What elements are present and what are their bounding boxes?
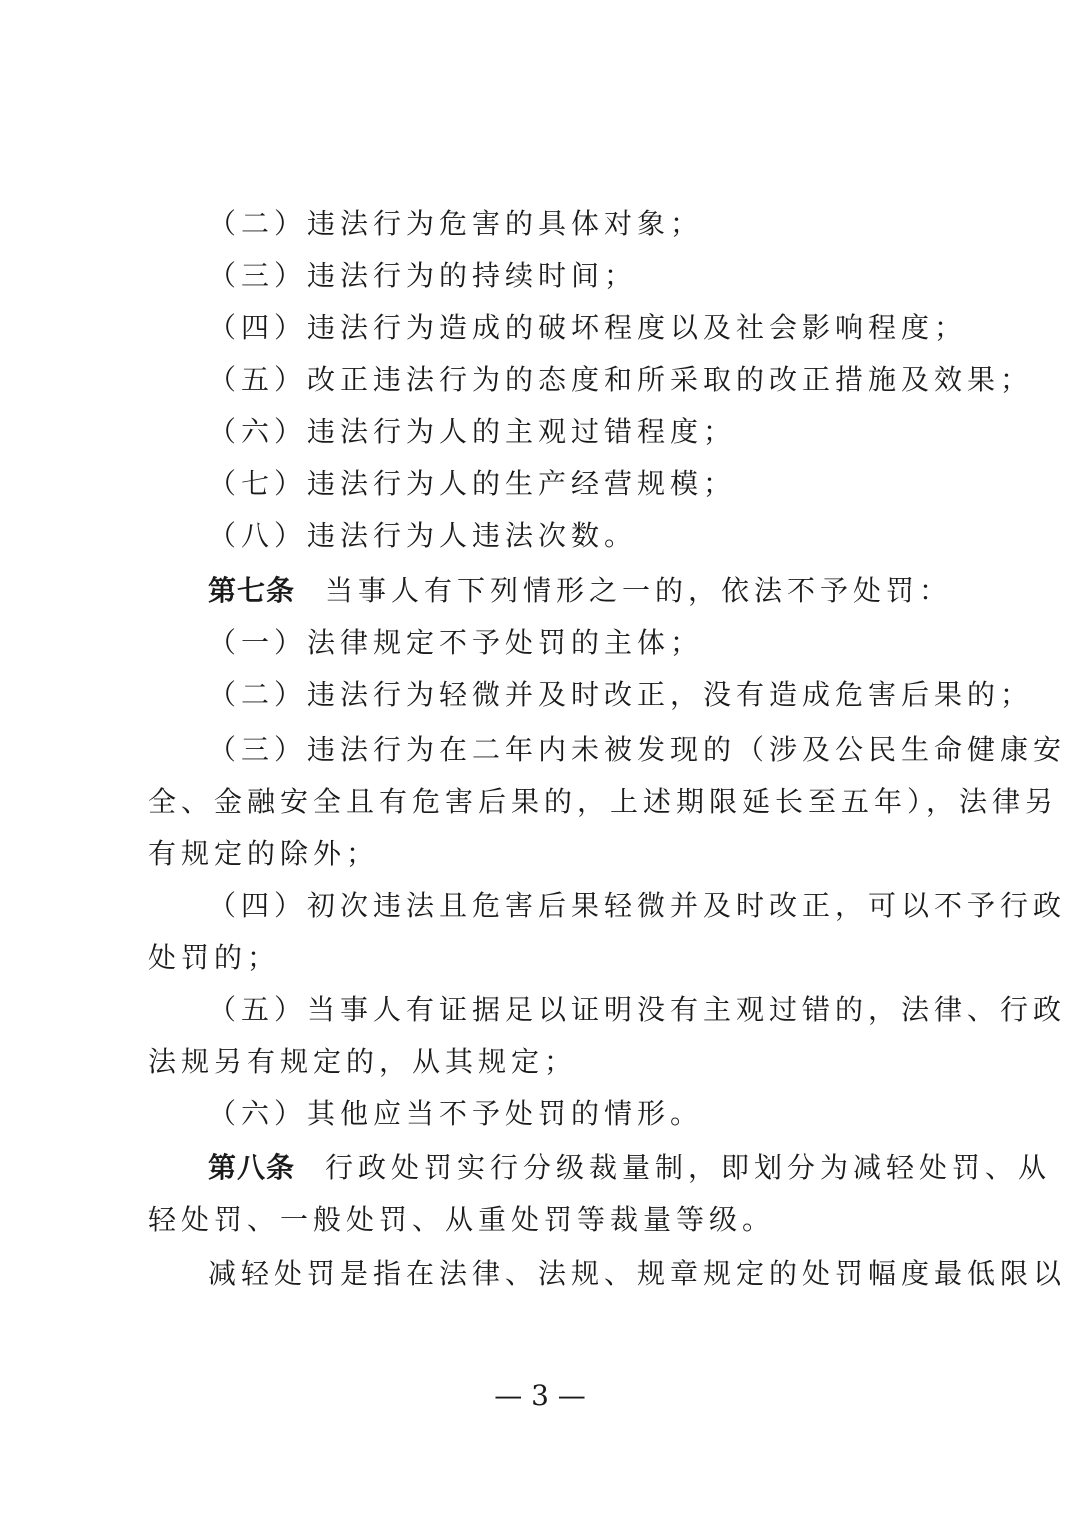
article-7-heading [208,573,1008,609]
list-item: （五）改正违法行为的态度和所采取的改正措施及效果； [208,363,1034,396]
list-item: （三）违法行为在二年内未被发现的（涉及公民生命健康安 [208,733,1067,766]
list-item: （四）初次违法且危害后果轻微并及时改正，可以不予行政 [208,889,1067,922]
list-item-continuation: 法规另有规定的，从其规定； [148,1045,578,1078]
article-8-continuation: 轻处罚、一般处罚、从重处罚等裁量等级。 [148,1203,776,1236]
list-item: （六）违法行为人的主观过错程度； [208,415,737,448]
list-item: （三）违法行为的持续时间； [208,259,638,292]
list-item: （七）违法行为人的生产经营规模； [208,467,737,500]
article-8-number: 第八条 [208,1151,296,1184]
article-8-text: 行政处罚实行分级裁量制，即划分为减轻处罚、从 [325,1151,1052,1184]
list-item: （四）违法行为造成的破坏程度以及社会影响程度； [208,311,968,344]
list-item: （六）其他应当不予处罚的情形。 [208,1097,704,1130]
list-item: （一）法律规定不予处罚的主体； [208,626,704,659]
list-item: （二）违法行为轻微并及时改正，没有造成危害后果的； [208,678,1034,711]
list-item-continuation: 全、金融安全且有危害后果的，上述期限延长至五年），法律另 [148,785,1059,818]
article-7-text: 当事人有下列情形之一的，依法不予处罚： [325,574,953,607]
article-7-number: 第七条 [208,574,296,607]
page-number: — 3 — [494,1379,586,1412]
list-item-continuation: 有规定的除外； [148,837,380,870]
list-item: （五）当事人有证据足以证明没有主观过错的，法律、行政 [208,993,1067,1026]
list-item-continuation: 处罚的； [148,941,281,974]
list-item: （八）违法行为人违法次数。 [208,519,638,552]
paragraph: 减轻处罚是指在法律、法规、规章规定的处罚幅度最低限以 [208,1257,1067,1290]
list-item: （二）违法行为危害的具体对象； [208,207,704,240]
article-8-heading [208,1150,1052,1186]
